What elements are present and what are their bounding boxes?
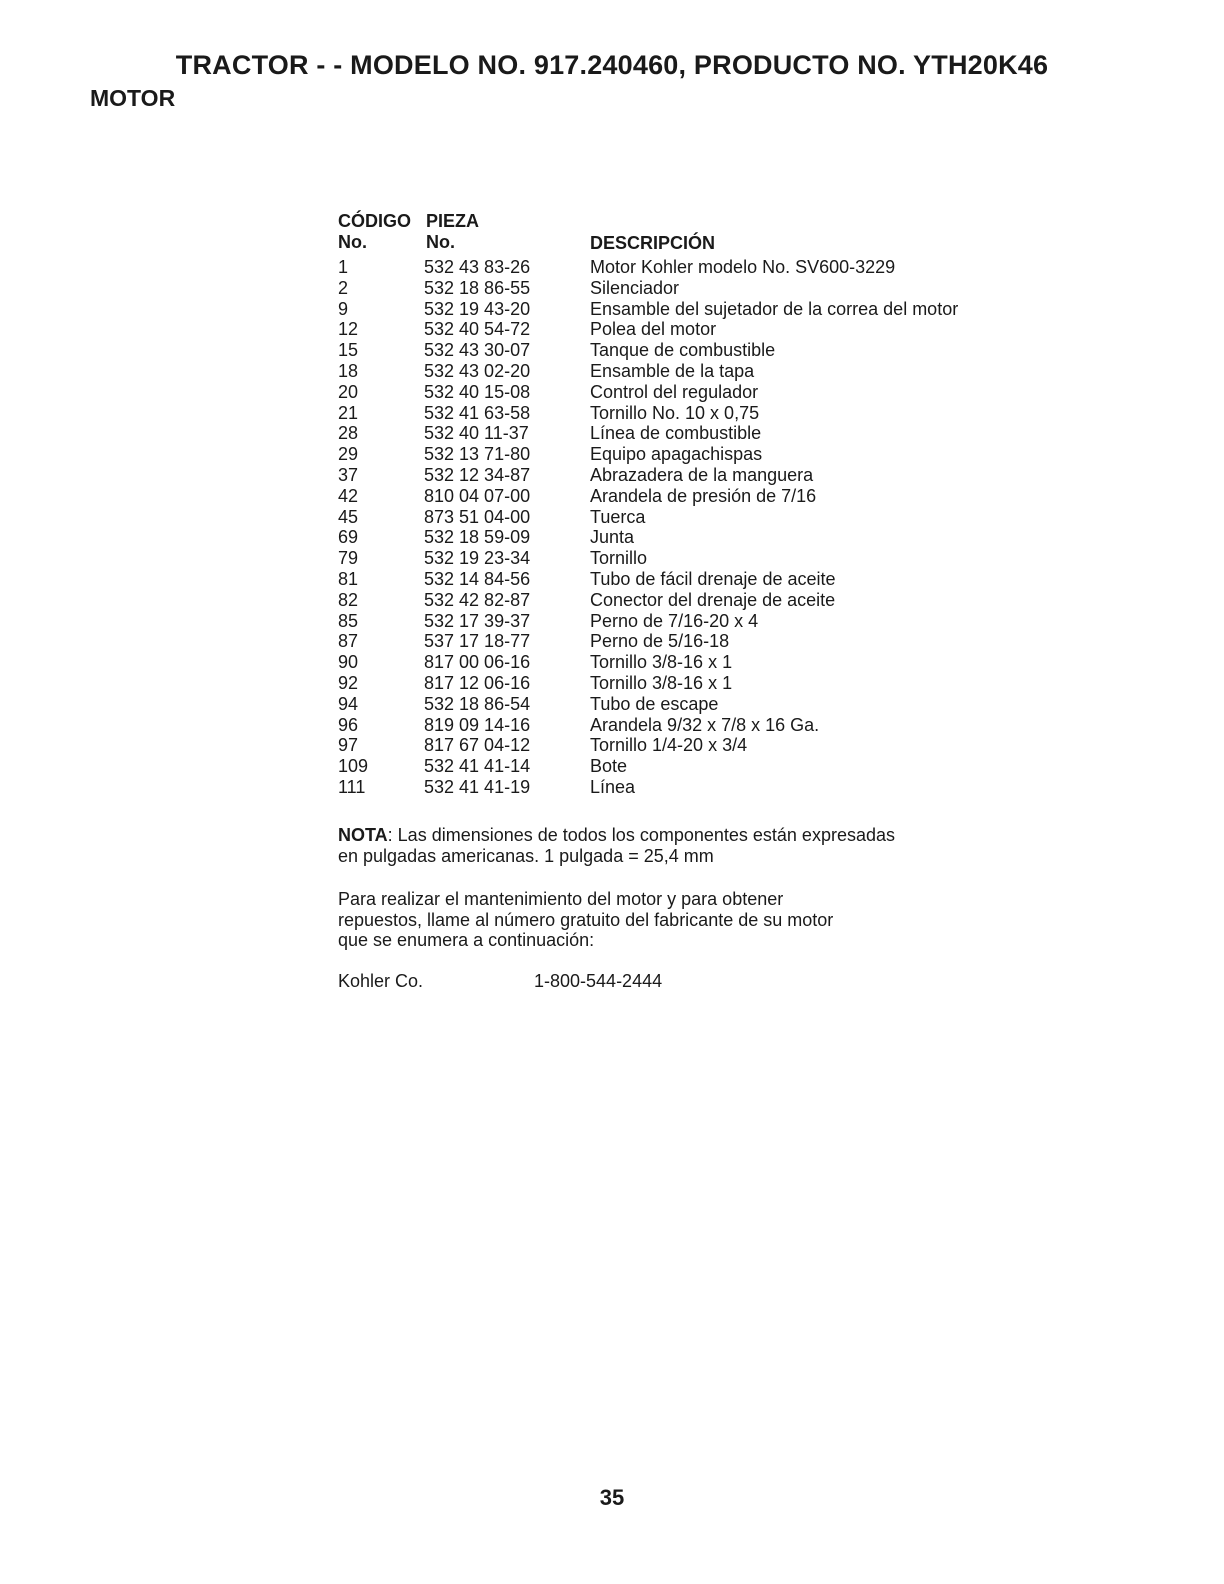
row-code: 45 <box>338 506 359 527</box>
row-part-number: 532 19 23-34 <box>424 548 531 569</box>
row-description: Perno de 7/16-20 x 4 <box>590 610 759 631</box>
header-code-no: No. <box>338 232 367 252</box>
row-code: 2 <box>338 277 349 298</box>
row-code: 97 <box>338 735 359 756</box>
row-part-number: 532 14 84-56 <box>424 568 531 589</box>
row-description: Abrazadera de la manguera <box>590 464 814 485</box>
row-part-number: 532 40 11-37 <box>424 423 529 444</box>
row-part-number: 532 41 41-19 <box>424 776 531 797</box>
company-name: Kohler Co. <box>338 971 424 991</box>
row-description: Silenciador <box>590 277 680 298</box>
page-number: 35 <box>599 1485 625 1510</box>
page-title: TRACTOR - - MODELO NO. 917.240460, PRODUCTO NO. YTH20K46 <box>175 50 1049 80</box>
row-code: 9 <box>338 298 349 319</box>
row-code: 69 <box>338 527 359 548</box>
row-description: Bote <box>590 756 628 777</box>
row-description: Tornillo 3/8-16 x 1 <box>590 672 733 693</box>
row-description: Control del regulador <box>590 381 759 402</box>
note-text: : Las dimensiones de todos los componentes están expresadas en pulgadas americanas. 1 pulgada = 25,4 mm <box>338 825 895 866</box>
row-code: 28 <box>338 423 359 444</box>
row-part-number: 532 19 43-20 <box>424 298 531 319</box>
row-description: Polea del motor <box>590 319 717 340</box>
row-description: Línea de combustible <box>590 423 762 444</box>
row-code: 20 <box>338 381 359 402</box>
row-description: Línea <box>590 776 636 797</box>
row-code: 92 <box>338 672 359 693</box>
row-part-number: 532 13 71-80 <box>424 444 531 465</box>
header-part-label: PIEZA <box>426 211 480 231</box>
row-part-number: 817 00 06-16 <box>424 652 531 673</box>
row-part-number: 532 18 59-09 <box>424 527 531 548</box>
row-code: 21 <box>338 402 359 423</box>
row-description: Tuerca <box>590 506 646 527</box>
row-code: 90 <box>338 652 359 673</box>
row-part-number: 873 51 04-00 <box>424 506 531 527</box>
note <box>338 825 898 867</box>
row-code: 1 <box>338 257 349 277</box>
row-description: Ensamble del sujetador de la correa del motor <box>590 298 959 319</box>
row-code: 82 <box>338 589 359 610</box>
row-description: Arandela 9/32 x 7/8 x 16 Ga. <box>590 714 820 735</box>
row-description: Tubo de escape <box>590 693 719 714</box>
row-description: Junta <box>590 527 635 548</box>
row-part-number: 532 40 15-08 <box>424 381 531 402</box>
row-description: Motor Kohler modelo No. SV600-3229 <box>590 257 896 277</box>
row-code: 111 <box>338 776 366 797</box>
header-description: DESCRIPCIÓN <box>590 233 716 253</box>
row-code: 29 <box>338 444 359 465</box>
section-title: MOTOR <box>90 85 176 111</box>
row-description: Tornillo 1/4-20 x 3/4 <box>590 735 748 756</box>
row-code: 18 <box>338 360 359 381</box>
row-description: Conector del drenaje de aceite <box>590 589 836 610</box>
phone-number: 1-800-544-2444 <box>534 971 663 991</box>
row-description: Tornillo <box>590 548 648 569</box>
header-code-label: CÓDIGO <box>338 211 412 231</box>
row-description: Tornillo 3/8-16 x 1 <box>590 652 733 673</box>
row-part-number: 532 17 39-37 <box>424 610 531 631</box>
row-part-number: 817 67 04-12 <box>424 735 531 756</box>
row-code: 81 <box>338 568 359 589</box>
row-part-number: 810 04 07-00 <box>424 485 531 506</box>
row-part-number: 532 40 54-72 <box>424 319 531 340</box>
row-code: 37 <box>338 464 359 485</box>
row-part-number: 819 09 14-16 <box>424 714 531 735</box>
row-code: 42 <box>338 485 359 506</box>
row-code: 85 <box>338 610 359 631</box>
contact-line <box>338 971 663 992</box>
row-part-number: 532 18 86-55 <box>424 277 531 298</box>
row-part-number: 532 41 63-58 <box>424 402 531 423</box>
row-code: 12 <box>338 319 359 340</box>
row-part-number: 532 41 41-14 <box>424 756 531 777</box>
row-description: Arandela de presión de 7/16 <box>590 485 817 506</box>
row-description: Tanque de combustible <box>590 340 776 361</box>
row-code: 15 <box>338 340 359 361</box>
header-part-no: No. <box>426 232 455 252</box>
row-part-number: 532 43 02-20 <box>424 360 531 381</box>
row-part-number: 537 17 18-77 <box>424 631 531 652</box>
row-description: Tubo de fácil drenaje de aceite <box>590 568 836 589</box>
row-description: Tornillo No. 10 x 0,75 <box>590 402 760 423</box>
row-part-number: 817 12 06-16 <box>424 672 531 693</box>
row-part-number: 532 42 82-87 <box>424 589 531 610</box>
row-part-number: 532 43 83-26 <box>424 257 531 277</box>
row-description: Equipo apagachispas <box>590 444 763 465</box>
note-label: NOTA <box>338 825 388 845</box>
row-part-number: 532 43 30-07 <box>424 340 531 361</box>
row-code: 87 <box>338 631 359 652</box>
row-code: 109 <box>338 756 369 777</box>
row-description: Ensamble de la tapa <box>590 360 755 381</box>
row-description: Perno de 5/16-18 <box>590 631 730 652</box>
service-paragraph: Para realizar el mantenimiento del motor y para obtener repuestos, llame al número gratuito del fabricante de su motor que se enumera a continuación: <box>338 889 834 950</box>
row-code: 79 <box>338 548 359 569</box>
row-part-number: 532 18 86-54 <box>424 693 531 714</box>
row-code: 94 <box>338 693 359 714</box>
row-part-number: 532 12 34-87 <box>424 464 531 485</box>
row-code: 96 <box>338 714 359 735</box>
